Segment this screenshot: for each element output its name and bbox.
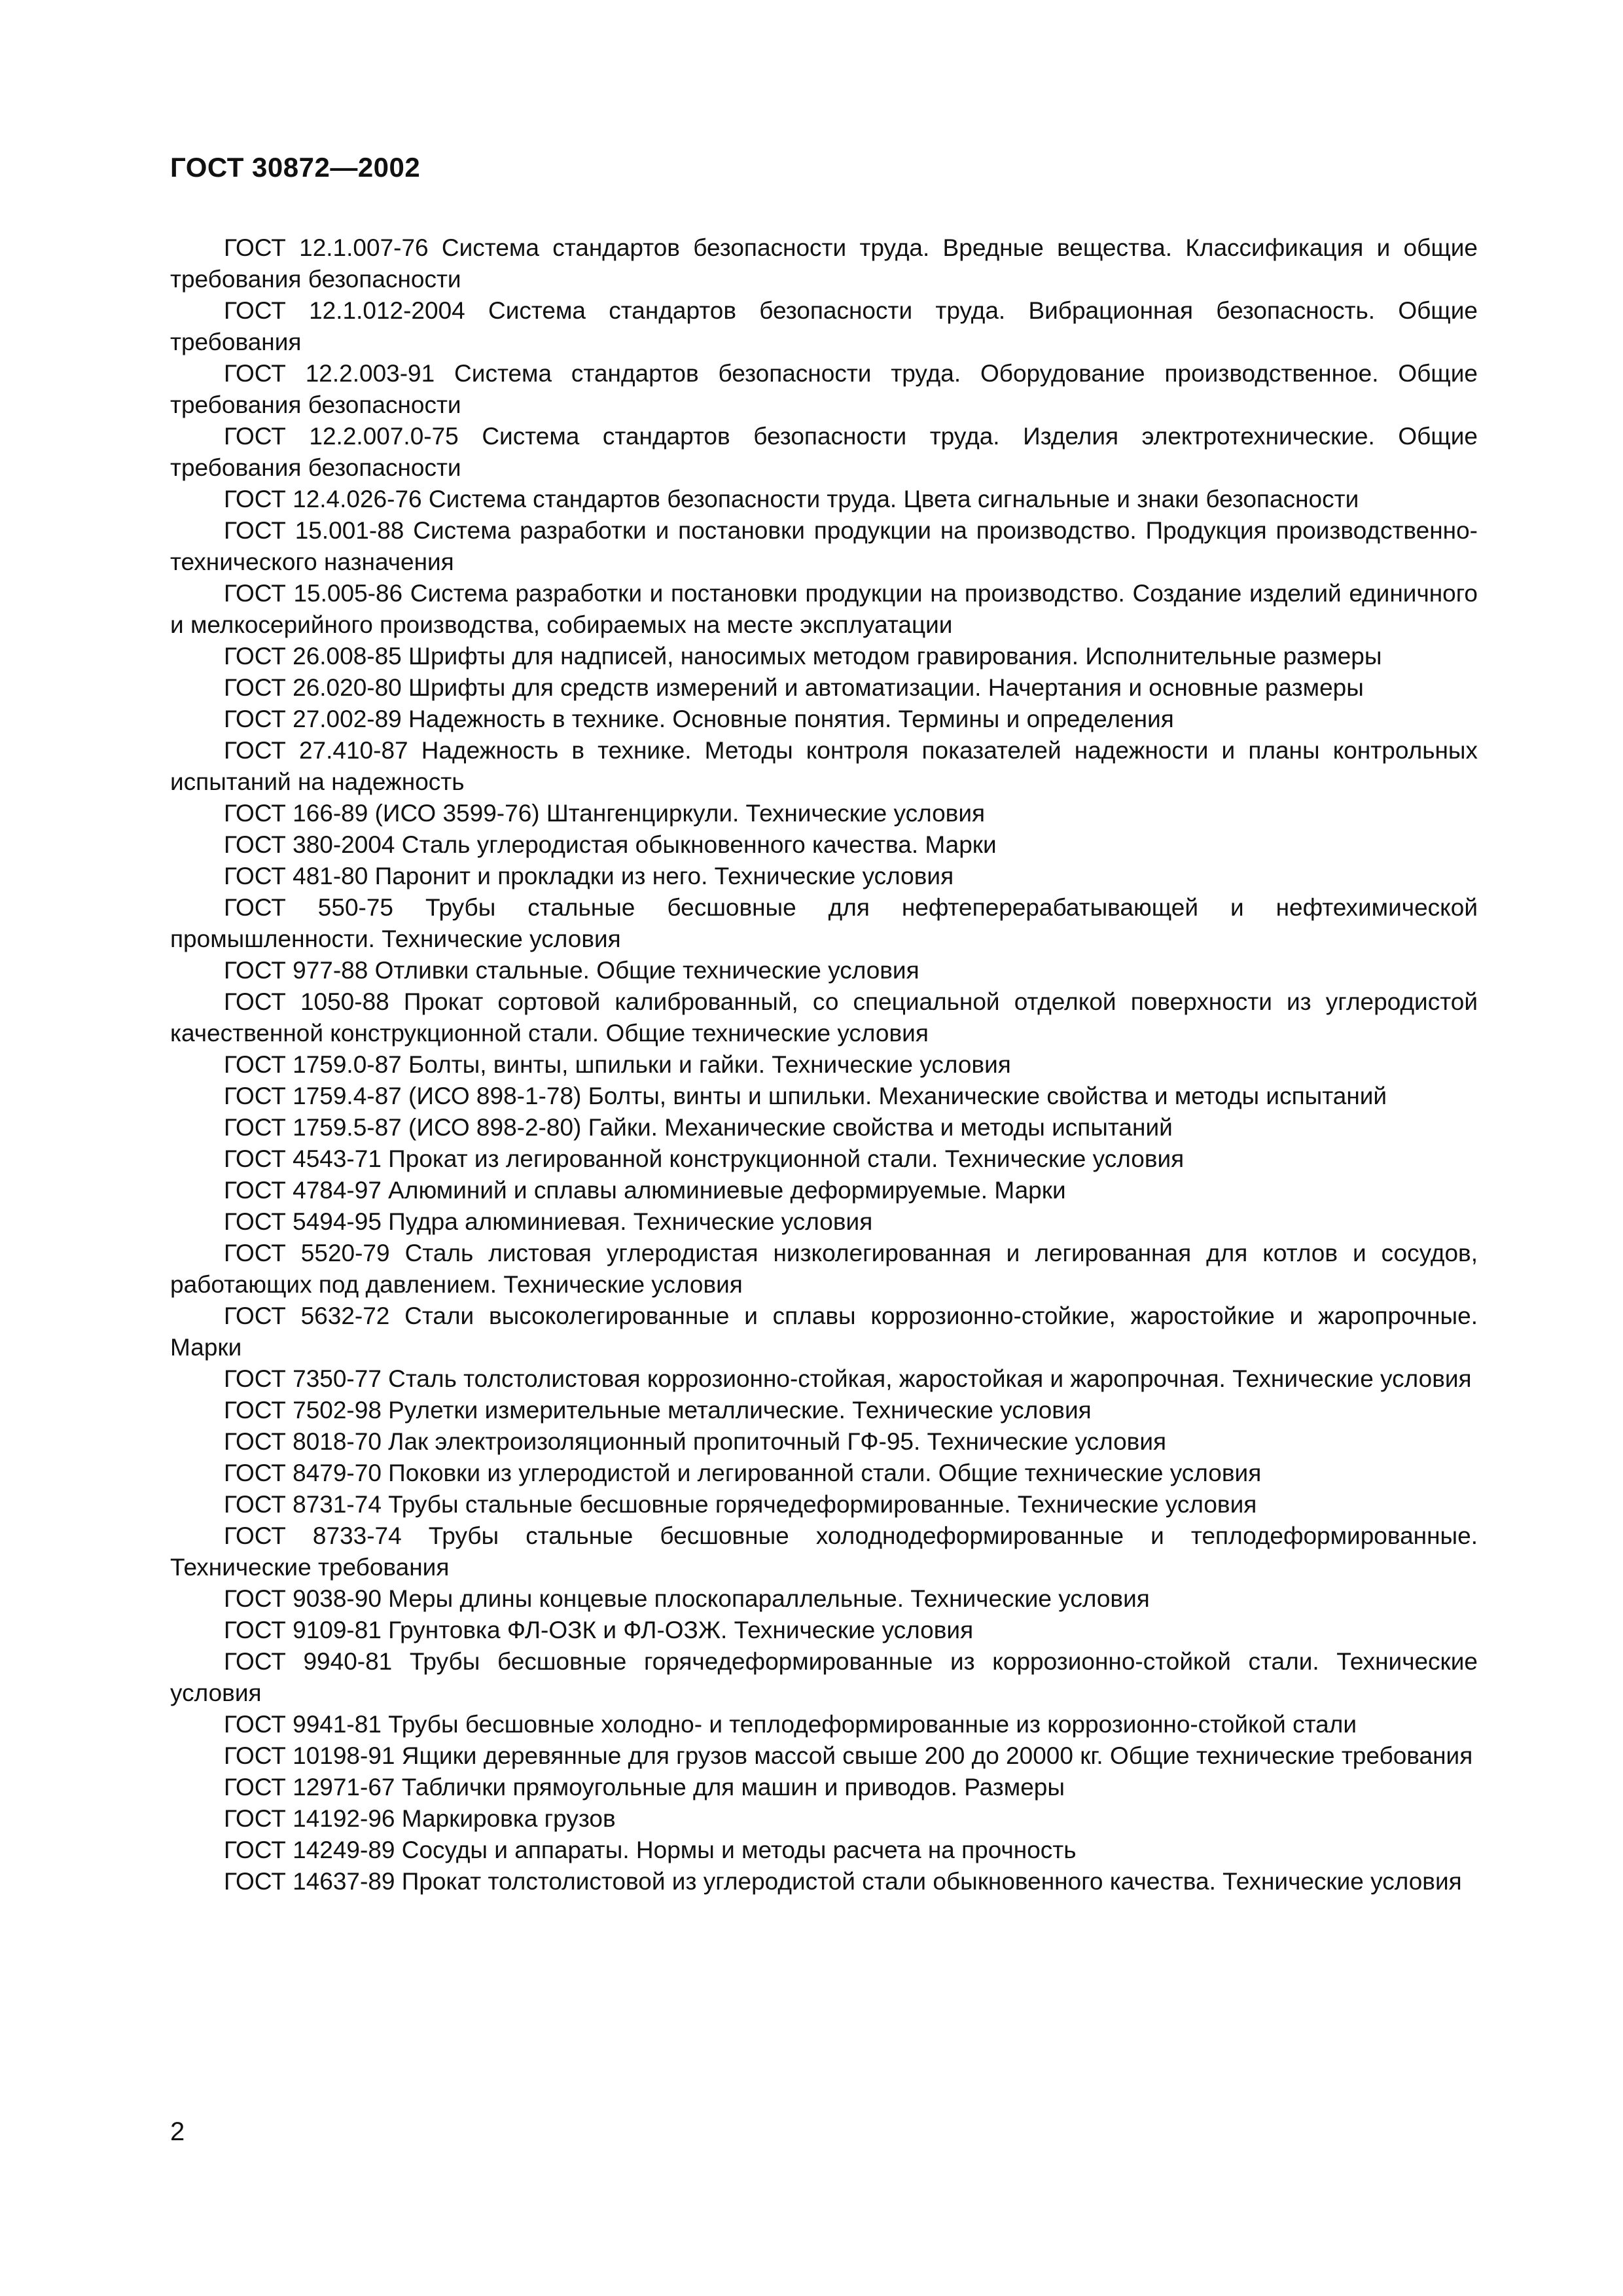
reference-item: ГОСТ 9109-81 Грунтовка ФЛ-ОЗК и ФЛ-ОЗЖ. Технические условия [224,1617,974,1643]
reference-item: ГОСТ 977-88 Отливки стальные. Общие технические условия [224,957,919,984]
reference-list [170,232,1478,1897]
reference-item: ГОСТ 12.2.007.0-75 Система стандартов безопасности труда. Изделия электротехнические. Общие требования безопасности [170,423,1478,481]
reference-item: ГОСТ 7502-98 Рулетки измерительные металлические. Технические условия [224,1397,1092,1424]
reference-item: ГОСТ 12.2.003-91 Система стандартов безопасности труда. Оборудование производственное. Общие требования безопасности [170,360,1478,418]
reference-item: ГОСТ 9038-90 Меры длины концевые плоскопараллельные. Технические условия [224,1585,1150,1612]
reference-item: ГОСТ 12.1.012-2004 Система стандартов безопасности труда. Вибрационная безопасность. Общие требования [170,297,1478,355]
reference-item: ГОСТ 380-2004 Сталь углеродистая обыкновенного качества. Марки [224,831,997,858]
reference-item: ГОСТ 7350-77 Сталь толстолистовая коррозионно-стойкая, жаростойкая и жаропрочная. Технические условия [224,1365,1472,1392]
reference-item: ГОСТ 1759.5-87 (ИСО 898-2-80) Гайки. Механические свойства и методы испытаний [224,1114,1173,1141]
reference-item: ГОСТ 481-80 Паронит и прокладки из него. Технические условия [224,863,954,889]
document-header: ГОСТ 30872—2002 [170,152,421,183]
reference-item: ГОСТ 27.002-89 Надежность в технике. Основные понятия. Термины и определения [224,706,1174,732]
reference-item: ГОСТ 12.1.007-76 Система стандартов безопасности труда. Вредные вещества. Классификация и общие требования безопасности [170,234,1478,293]
reference-item: ГОСТ 1050-88 Прокат сортовой калиброванный, со специальной отделкой поверхности из углеродистой качественной конструкционной стали. Общие технические условия [170,988,1478,1047]
reference-item: ГОСТ 5632-72 Стали высоколегированные и сплавы коррозионно-стойкие, жаростойкие и жаропрочные. Марки [170,1302,1478,1361]
reference-item: ГОСТ 9941-81 Трубы бесшовные холодно- и теплодеформированные из коррозионно-стойкой стали [224,1711,1357,1738]
page-number: 2 [170,2117,185,2146]
reference-item: ГОСТ 8731-74 Трубы стальные бесшовные горячедеформированные. Технические условия [224,1491,1257,1518]
reference-item: ГОСТ 166-89 (ИСО 3599-76) Штангенциркули. Технические условия [224,800,986,827]
reference-item: ГОСТ 15.005-86 Система разработки и постановки продукции на производство. Создание изделий единичного и мелкосерийного производства, собираемых на месте эксплуатации [170,580,1478,638]
reference-item: ГОСТ 8479-70 Поковки из углеродистой и легированной стали. Общие технические условия [224,1460,1262,1486]
reference-item: ГОСТ 4543-71 Прокат из легированной конструкционной стали. Технические условия [224,1145,1185,1172]
reference-item: ГОСТ 27.410-87 Надежность в технике. Методы контроля показателей надежности и планы контрольных испытаний на надежность [170,737,1478,795]
reference-item: ГОСТ 26.020-80 Шрифты для средств измерений и автоматизации. Начертания и основные размеры [224,674,1364,701]
reference-item: ГОСТ 14192-96 Маркировка грузов [224,1805,616,1832]
reference-item: ГОСТ 4784-97 Алюминий и сплавы алюминиевые деформируемые. Марки [224,1177,1066,1204]
reference-item: ГОСТ 550-75 Трубы стальные бесшовные для нефтеперерабатывающей и нефтехимической промышленности. Технические условия [170,894,1478,952]
reference-item: ГОСТ 8018-70 Лак электроизоляционный пропиточный ГФ-95. Технические условия [224,1428,1167,1455]
reference-item: ГОСТ 10198-91 Ящики деревянные для грузов массой свыше 200 до 20000 кг. Общие технические требования [224,1742,1473,1769]
reference-item: ГОСТ 5494-95 Пудра алюминиевая. Технические условия [224,1208,873,1235]
reference-item: ГОСТ 12.4.026-76 Система стандартов безопасности труда. Цвета сигнальные и знаки безопасности [224,486,1359,512]
reference-item: ГОСТ 8733-74 Трубы стальные бесшовные холоднодеформированные и теплодеформированные. Технические требования [170,1522,1478,1581]
reference-item: ГОСТ 14249-89 Сосуды и аппараты. Нормы и методы расчета на прочность [224,1837,1077,1863]
reference-item: ГОСТ 1759.4-87 (ИСО 898-1-78) Болты, винты и шпильки. Механические свойства и методы испытаний [224,1083,1387,1109]
reference-item: ГОСТ 15.001-88 Система разработки и постановки продукции на производство. Продукция производственно-технического назначения [170,517,1478,575]
reference-item: ГОСТ 1759.0-87 Болты, винты, шпильки и гайки. Технические условия [224,1051,1011,1078]
reference-item: ГОСТ 9940-81 Трубы бесшовные горячедеформированные из коррозионно-стойкой стали. Технические условия [170,1648,1478,1706]
reference-item: ГОСТ 12971-67 Таблички прямоугольные для машин и приводов. Размеры [224,1774,1065,1801]
reference-item: ГОСТ 26.008-85 Шрифты для надписей, наносимых методом гравирования. Исполнительные размеры [224,643,1382,670]
reference-item: ГОСТ 14637-89 Прокат толстолистовой из углеродистой стали обыкновенного качества. Технические условия [224,1868,1462,1895]
reference-item: ГОСТ 5520-79 Сталь листовая углеродистая низколегированная и легированная для котлов и сосудов, работающих под давлением. Технические условия [170,1240,1478,1298]
